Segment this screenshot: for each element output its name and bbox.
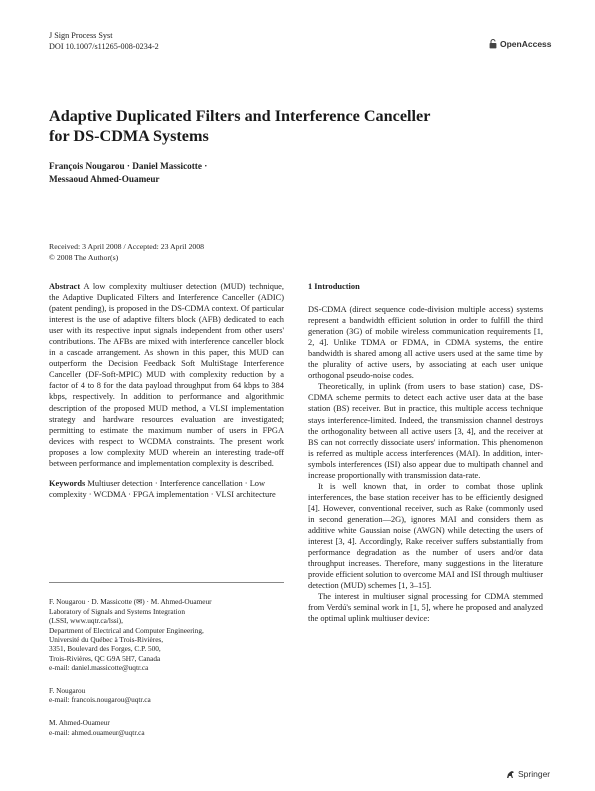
affiliations bbox=[49, 588, 284, 751]
intro-paragraph-2: Theoretically, in uplink (from users to base station) case, DS-CDMA scheme permits to detect each active user data at the base station (BS) receiver. But in practice, this multiple access technique stays interference-limited. Indeed, the transmission channel destroys the orthogonality between all active users [3, 4], and the receiver at BS can not correctly dissociate users' information. This phenomenon is referred as multiple access interferences (MAI). In addition, inter-symbols interferences (ISI) also appear due to multipath channel and increase proportionally with transmission data-rate. bbox=[308, 382, 543, 480]
doi: DOI 10.1007/s11265-008-0234-2 bbox=[49, 41, 159, 51]
journal-name: J Sign Process Syst bbox=[49, 31, 113, 40]
publisher-logo bbox=[506, 769, 550, 779]
abstract-text: A low complexity multiuser detection (MUD) technique, the Adaptive Duplicated Filters and Interference Canceller (ADIC) (patent pending), is proposed in the DS-CDMA context. Of particular interest is the use of adaptive filters block (AFB) dedicated to each user with its respective input signals independent from other users' contributions. The AFBs are mixed with interference canceller block in a cascade arrangement. As shown in this paper, this MUD can outperform the Decision Feedback Soft MultiStage Interference Canceller (DF-Soft-MPIC) MUD with complexity reduction by a factor of 4 to 8 for the data payload throughput from 64 kbps to 384 kbps, respectively. In addition to performance and algorithmic description of the proposed MUD method, a VLSI implementation strategy and hardware resources evaluation are investigated; permitting to estimate the maximum number of users in FPGA devices with respect to WCDMA constraints. The present work proposes a low complexity MUD wherein an interesting trade-off between performance and implementation complexity is described. bbox=[49, 282, 284, 468]
abstract-label: Abstract bbox=[49, 282, 81, 291]
open-access-label: OpenAccess bbox=[500, 39, 552, 49]
article-history bbox=[49, 242, 204, 263]
authors-line-2: Messaoud Ahmed-Ouameur bbox=[49, 173, 160, 184]
affiliation-main: F. Nougarou · D. Massicotte (✉) · M. Ahmed-Ouameur Laboratory of Signals and Systems Integration (LSSI, www.uqtr.ca/lssi), Department of Electrical and Computer Engineering, Université du Québec à Trois-Rivières, 3351, Boulevard des Forges, C.P. 500, Trois-Rivières, QC G9A 5H7, Canada e-mail: daniel.massicotte@uqtr.ca bbox=[49, 597, 212, 673]
open-access-badge bbox=[489, 39, 552, 49]
intro-paragraph-1: DS-CDMA (direct sequence code-division multiple access) systems represent a bandwidth efficient solution in order to fulfill the third generation (3G) of mobile wireless communication requirements [1, 2, 4]. Unlike TDMA or FDMA, in CDMA systems, the entire bandwidth is shared among all active users used at the same time by the plurality of active users, by associating at each user unique orthogonal pseudo-noise codes. bbox=[308, 305, 543, 381]
copyright-notice: © 2008 The Author(s) bbox=[49, 252, 119, 262]
authors-line-1: François Nougarou · Daniel Massicotte · bbox=[49, 161, 208, 171]
abstract bbox=[49, 281, 284, 469]
title-line-2: for DS-CDMA Systems bbox=[49, 127, 209, 145]
publisher-name: Springer bbox=[518, 769, 551, 779]
intro-paragraph-4: The interest in multiuser signal processing for CDMA stemmed from Verdú's seminal work in [1, 5], where he proposed and analyzed the optimal uplink multiuser device: bbox=[308, 592, 543, 624]
author-list bbox=[49, 160, 207, 185]
affiliation-ahmed-ouameur: M. Ahmed-Ouameur e-mail: ahmed.ouameur@uqtr.ca bbox=[49, 718, 145, 737]
footnote-rule bbox=[49, 582, 284, 583]
title-line-1: Adaptive Duplicated Filters and Interference Canceller bbox=[49, 107, 431, 125]
paper-title bbox=[49, 106, 549, 146]
received-date: Received: 3 April 2008 / Accepted: 23 April 2008 bbox=[49, 242, 205, 251]
running-header bbox=[49, 31, 159, 52]
right-column bbox=[308, 281, 543, 624]
left-column bbox=[49, 281, 284, 500]
affiliation-nougarou: F. Nougarou e-mail: francois.nougarou@uqtr.ca bbox=[49, 686, 151, 705]
keywords-text: Multiuser detection · Interference cancellation · Low complexity · WCDMA · FPGA implementation · VLSI architecture bbox=[49, 478, 276, 499]
open-lock-icon bbox=[489, 39, 497, 49]
springer-horse-icon bbox=[506, 770, 515, 779]
section-heading-introduction: 1 Introduction bbox=[308, 282, 360, 291]
intro-paragraph-3: It is well known that, in order to combat those uplink interferences, the base station receiver has to be efficiently designed [4]. However, conventional receiver, such as Rake (commonly used in second generation—2G), ignores MAI and considers them as additive white Gaussian noise (AWGN) while detecting the users of interest [3, 4]. Accordingly, Rake receiver suffers substantially from performance degradation as the number of users and/or data throughput increases. Therefore, many suggestions in the literature provide efficient solution to overcome MAI and ISI through multiuser detection (MUD) schemes [1, 3–15]. bbox=[308, 481, 543, 591]
keywords bbox=[49, 478, 284, 500]
keywords-label: Keywords bbox=[49, 478, 86, 488]
